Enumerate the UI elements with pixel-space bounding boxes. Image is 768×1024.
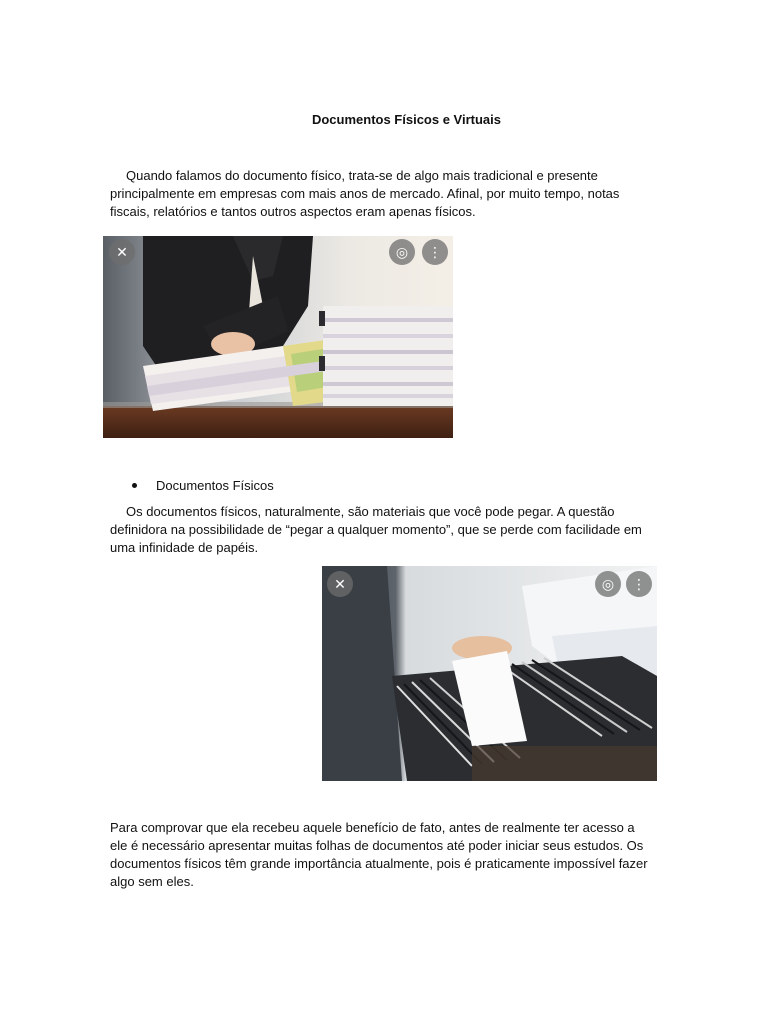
close-icon[interactable]: ✕ <box>109 239 135 265</box>
paper-stacks-illustration <box>103 236 453 438</box>
photo-paper-stacks <box>103 236 453 438</box>
lens-icon[interactable]: ◎ <box>389 239 415 265</box>
bullet-label: Documentos Físicos <box>156 478 274 493</box>
paragraph-intro: Quando falamos do documento físico, trata-se de algo mais tradicional e presente principalmente em empresas com mais anos de mercado. Afinal, por muito tempo, notas fiscais, relatórios e tantos outros aspectos eram apenas físicos. <box>110 168 620 219</box>
more-vertical-icon[interactable]: ⋮ <box>422 239 448 265</box>
paragraph-physical-docs: Os documentos físicos, naturalmente, são materiais que você pode pegar. A questão definidora na possibilidade de “pegar a qualquer momento”, que se perde com facilidade em uma infinidade de papéis. <box>110 504 642 555</box>
more-vertical-icon[interactable]: ⋮ <box>626 571 652 597</box>
paragraph-conclusion: Para comprovar que ela recebeu aquele benefício de fato, antes de realmente ter acesso a ele é necessário apresentar muitas folhas de documentos até poder iniciar seus estudos. Os documentos físicos têm grande importância atualmente, pois é praticamente impossível fazer algo sem eles. <box>110 820 648 889</box>
photo-file-folders <box>322 566 657 781</box>
close-icon[interactable]: ✕ <box>327 571 353 597</box>
bullet-dot <box>132 483 137 488</box>
document-title: Documentos Físicos e Virtuais <box>311 112 502 127</box>
file-folders-illustration <box>322 566 657 781</box>
lens-icon[interactable]: ◎ <box>595 571 621 597</box>
